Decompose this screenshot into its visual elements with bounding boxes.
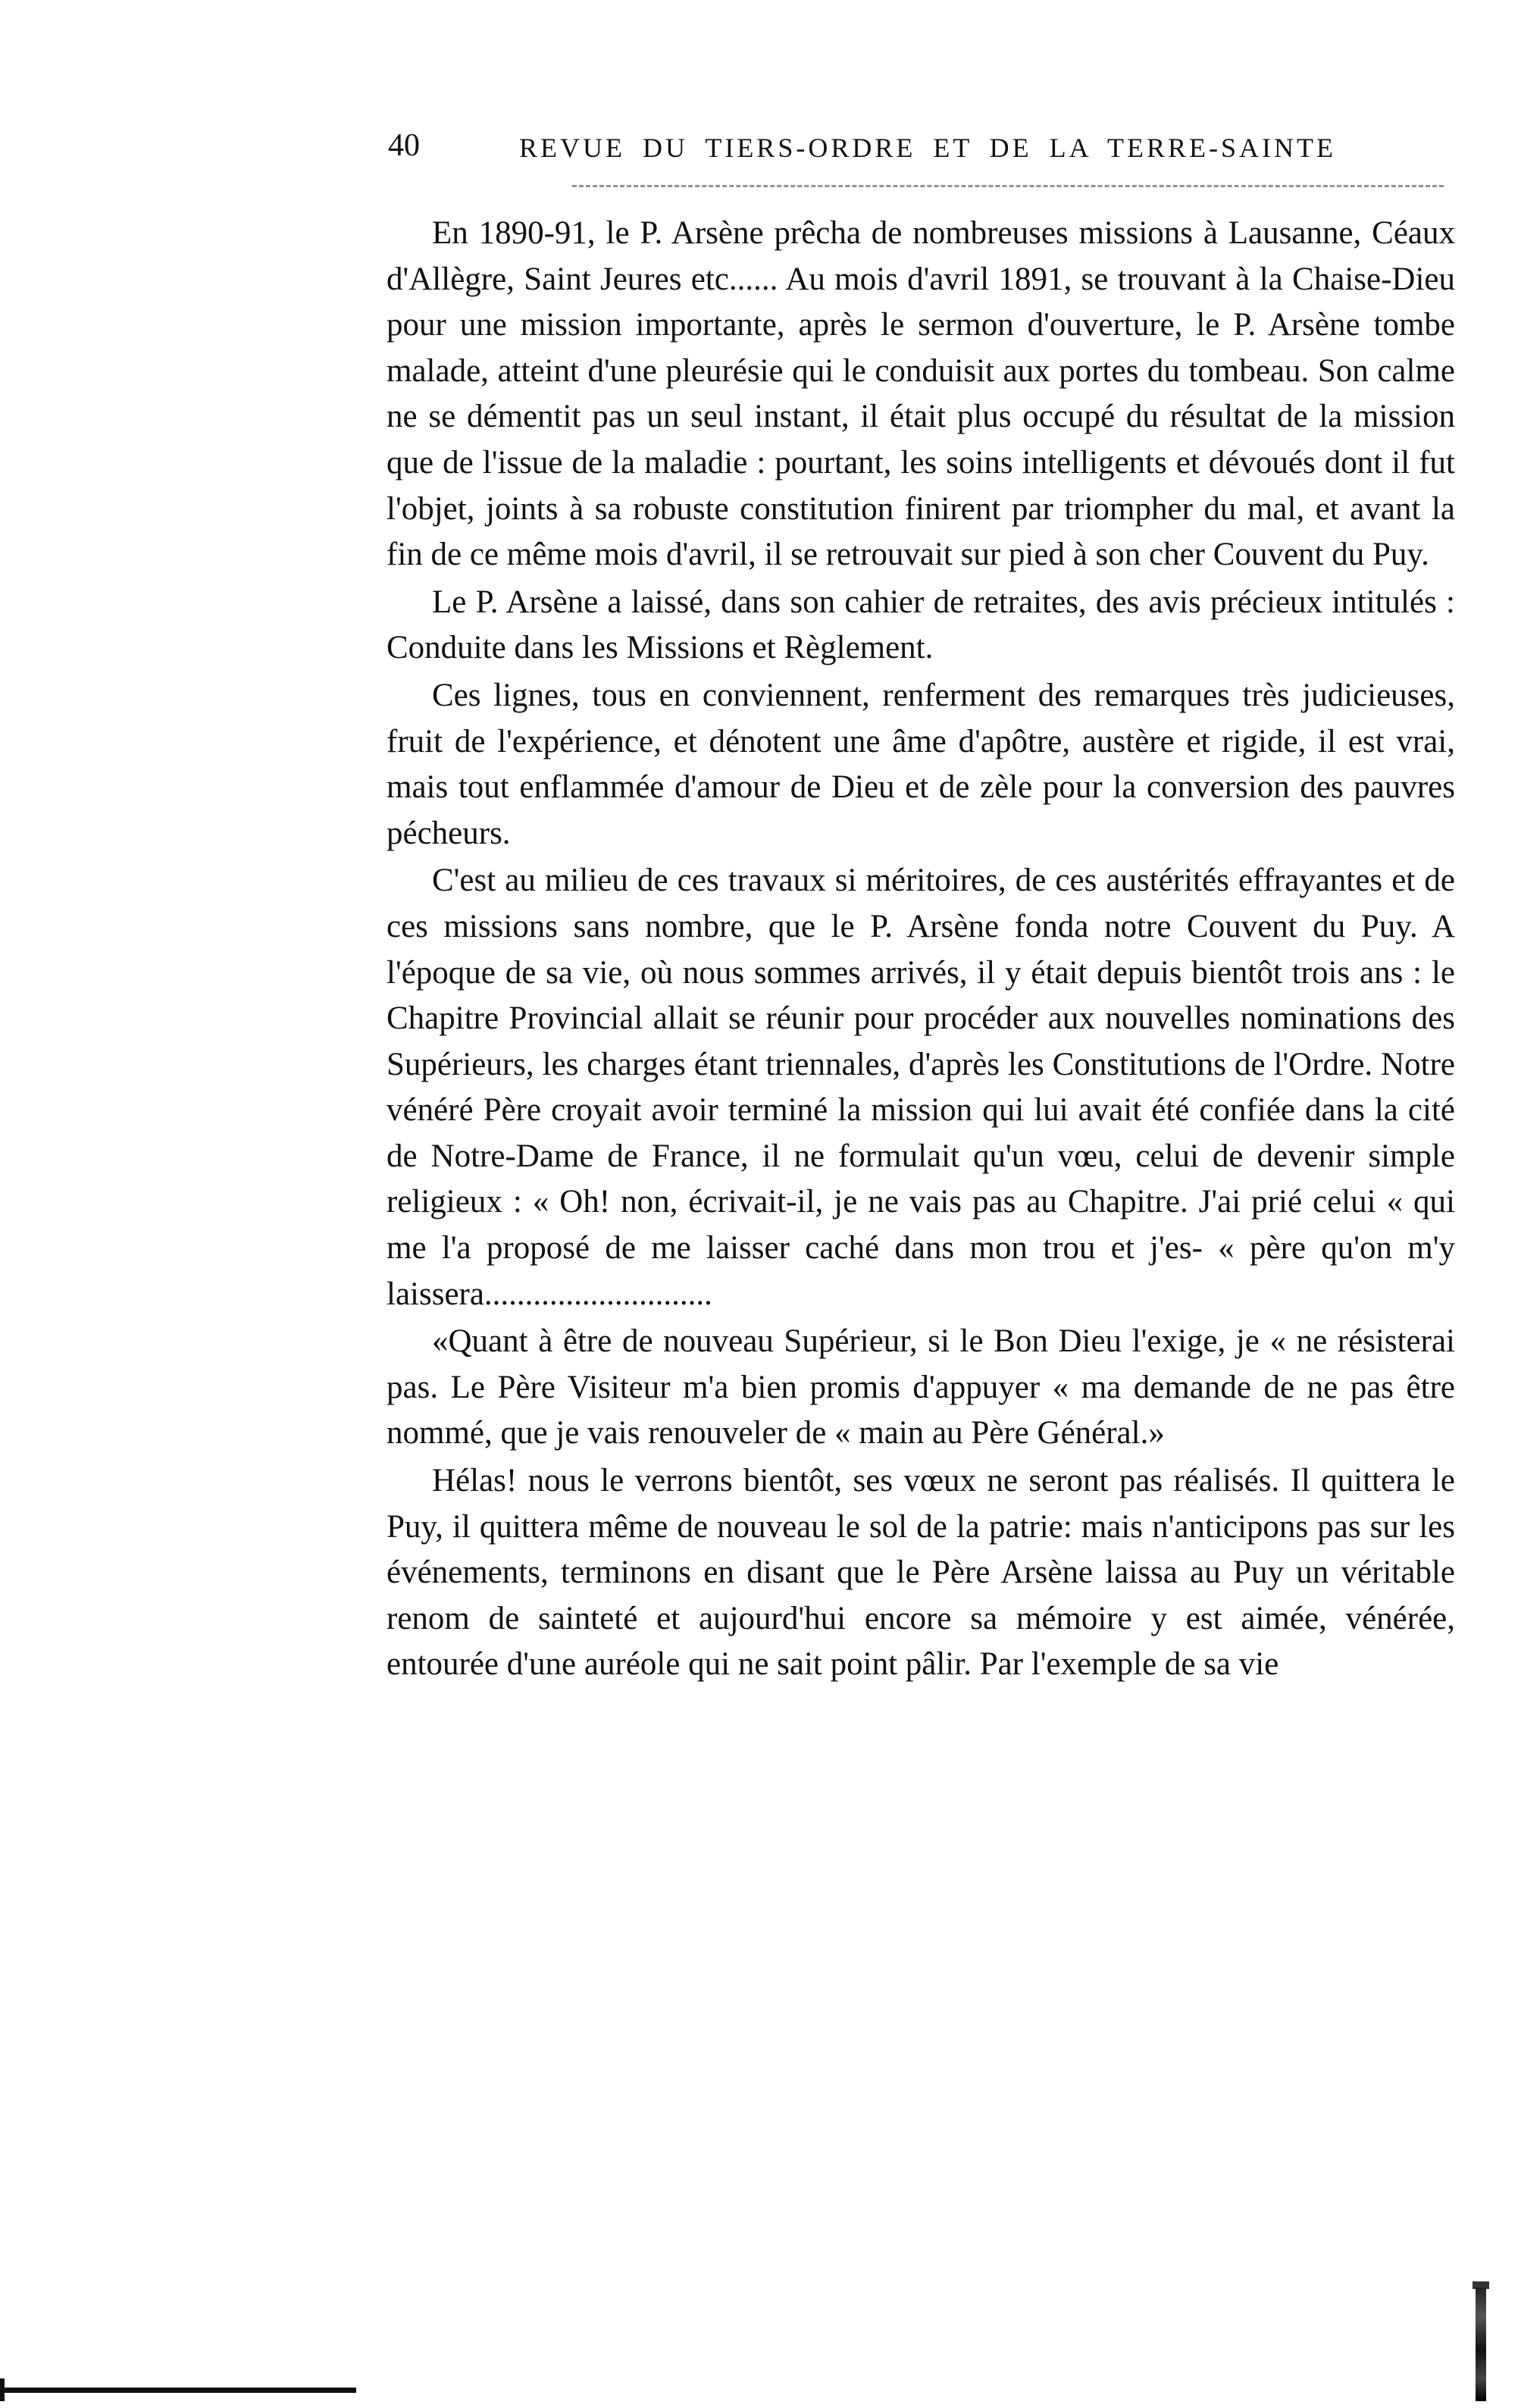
- body-text: [387, 211, 1455, 1689]
- paragraph-missions: En 1890-91, le P. Arsène prêcha de nombreuses missions à Lausanne, Céaux d'Allègre, Saint Jeures etc...... Au mois d'avril 1891, se trouvant à la Chaise-Dieu pour une mission importante, après le sermon d'ouverture, le P. Arsène tombe malade, atteint d'une pleurésie qui le conduisit aux portes du tombeau. Son calme ne se démentit pas un seul instant, il était plus occupé du résultat de la mission que de l'issue de la maladie : pourtant, les soins intelligents et dévoués dont il fut l'objet, joints à sa robuste constitution finirent par triompher du mal, et avant la fin de ce même mois d'avril, il se retrouvait sur pied à son cher Couvent du Puy.: [387, 215, 1455, 573]
- paragraph-retreat-notes: Le P. Arsène a laissé, dans son cahier de retraites, des avis précieux intitulés : Conduite dans les Missions et Règlement.: [387, 584, 1455, 666]
- paragraph-quotation: «Quant à être de nouveau Supérieur, si le Bon Dieu l'exige, je « ne résisterai pas. Le Père Visiteur m'a bien promis d'appuyer « ma demande de ne pas être nommé, que je vais renouveler de « main au Père Général.»: [387, 1323, 1455, 1451]
- running-title: REVUE DU TIERS-ORDRE ET DE LA TERRE-SAINTE: [519, 133, 1336, 163]
- header-rule: [572, 185, 1444, 187]
- paragraph-remarks: Ces lignes, tous en conviennent, renferment des remarques très judicieuses, fruit de l'expérience, et dénotent une âme d'apôtre, austère et rigide, il est vrai, mais tout enflammée d'amour de Dieu et de zèle pour la conversion des pauvres pécheurs.: [387, 677, 1455, 851]
- paragraph-convent: C'est au milieu de ces travaux si méritoires, de ces austérités effrayantes et de ces missions sans nombre, que le P. Arsène fonda notre Couvent du Puy. A l'époque de sa vie, où nous sommes arrivés, il y était depuis bientôt trois ans : le Chapitre Provincial allait se réunir pour procéder aux nouvelles nominations des Supérieurs, les charges étant triennales, d'après les Constitutions de l'Ordre. Notre vénéré Père croyait avoir terminé la mission qui lui avait été confiée dans la cité de Notre-Dame de France, il ne formulait qu'un vœu, celui de devenir simple religieux : « Oh! non, écrivait-il, je ne vais pas au Chapitre. J'ai prié celui « qui me l'a proposé de me laisser caché dans mon trou et j'es- « père qu'on m'y laissera............................: [387, 863, 1455, 1312]
- paragraph-legacy: Hélas! nous le verrons bientôt, ses vœux ne seront pas réalisés. Il quittera le Puy, il quittera même de nouveau le sol de la patrie: mais n'anticipons pas sur les événements, terminons en disant que le Père Arsène laissa au Puy un véritable renom de sainteté et aujourd'hui encore sa mémoire y est aimée, vénérée, entourée d'une auréole qui ne sait point pâlir. Par l'exemple de sa vie: [387, 1463, 1455, 1683]
- scan-edge-mark: [1476, 2287, 1486, 2401]
- scan-edge-rule: [0, 2388, 356, 2393]
- running-head: [388, 127, 1449, 173]
- page-number: 40: [388, 128, 420, 163]
